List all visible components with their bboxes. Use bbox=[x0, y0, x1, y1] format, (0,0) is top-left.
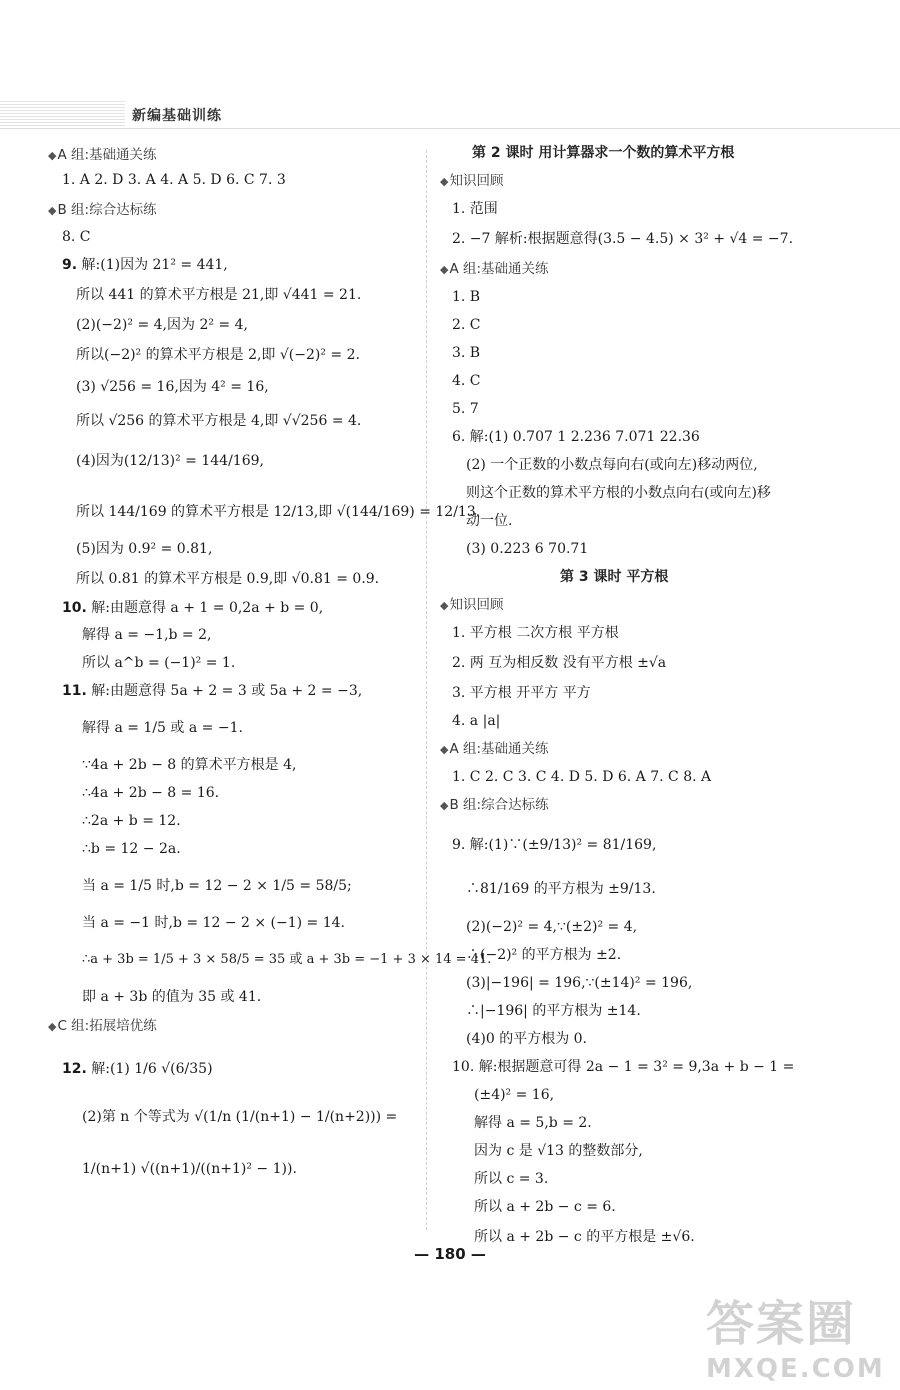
r-answer: 所以 a + 2b − c = 6. bbox=[474, 1199, 616, 1215]
q9-line: (3) √256 = 16,因为 4² = 16, bbox=[76, 379, 269, 395]
section-label: 知识回顾 bbox=[449, 173, 504, 189]
r-answer: 因为 c 是 √13 的整数部分, bbox=[474, 1143, 643, 1159]
r-answer: 1. 平方根 二次方根 平方根 bbox=[452, 625, 619, 641]
q9-line: 所以 √256 的算术平方根是 4,即 √√256 = 4. bbox=[76, 413, 362, 429]
r-answer: 2. C bbox=[452, 317, 481, 333]
q11-line: ∴a + 3b = 1/5 + 3 × 58/5 = 35 或 a + 3b = −1 + 3 × 14 = 41. bbox=[82, 952, 492, 967]
section-heading-review bbox=[440, 596, 503, 615]
q9-line: (4)因为(12/13)² = 144/169, bbox=[76, 453, 264, 469]
r-answer: 则这个正数的算术平方根的小数点向右(或向左)移 bbox=[466, 485, 771, 501]
diamond-icon: ◆ bbox=[440, 743, 449, 756]
section-label: B 组:综合达标练 bbox=[449, 797, 549, 813]
q11-line: 解得 a = 1/5 或 a = −1. bbox=[82, 720, 243, 736]
section-label: A 组:基础通关练 bbox=[57, 147, 157, 163]
watermark-url: MXQE.COM bbox=[706, 1354, 885, 1384]
section-heading-b3 bbox=[440, 796, 549, 815]
q11-line: ∵4a + 2b − 8 的算术平方根是 4, bbox=[82, 757, 297, 773]
section-label: C 组:拓展培优练 bbox=[57, 1018, 157, 1034]
q11-line: 即 a + 3b 的值为 35 或 41. bbox=[82, 989, 262, 1005]
answers-group-a: 1. A 2. D 3. A 4. A 5. D 6. C 7. 3 bbox=[62, 172, 286, 188]
q11-line: ∴4a + 2b − 8 = 16. bbox=[82, 785, 220, 801]
q11-text: 解:由题意得 5a + 2 = 3 或 5a + 2 = −3, bbox=[91, 683, 363, 699]
q11-line: 当 a = 1/5 时,b = 12 − 2 × 1/5 = 58/5; bbox=[82, 878, 352, 894]
diamond-icon: ◆ bbox=[440, 799, 449, 812]
r-answer: (3)|−196| = 196,∵(±14)² = 196, bbox=[466, 975, 693, 991]
section-label: 知识回顾 bbox=[449, 597, 504, 613]
section-label: A 组:基础通关练 bbox=[449, 261, 549, 277]
q10-text: 解:由题意得 a + 1 = 0,2a + b = 0, bbox=[91, 600, 324, 616]
answer-8: 8. C bbox=[62, 229, 91, 245]
lesson-3-title: 第 3 课时 平方根 bbox=[560, 569, 669, 585]
r-answer: 5. 7 bbox=[452, 401, 479, 417]
section-label: A 组:基础通关练 bbox=[449, 741, 549, 757]
column-divider bbox=[426, 150, 427, 1230]
r-answer: 所以 a + 2b − c 的平方根是 ±√6. bbox=[474, 1229, 695, 1245]
section-heading-a2 bbox=[440, 260, 549, 279]
q10-line: 10. 解:由题意得 a + 1 = 0,2a + b = 0, bbox=[62, 600, 324, 616]
r-answer: (3) 0.223 6 70.71 bbox=[466, 541, 589, 557]
section-heading-review bbox=[440, 172, 503, 191]
r-answer: 解得 a = 5,b = 2. bbox=[474, 1115, 592, 1131]
q12-line: 12. 解:(1) 1/6 √(6/35) bbox=[62, 1061, 213, 1077]
r-answer: 1. C 2. C 3. C 4. D 5. D 6. A 7. C 8. A bbox=[452, 769, 712, 785]
r-answer: 1. 范围 bbox=[452, 201, 498, 217]
q12-line: 1/(n+1) √((n+1)/((n+1)² − 1)). bbox=[82, 1161, 297, 1177]
diamond-icon: ◆ bbox=[440, 175, 449, 188]
diamond-icon: ◆ bbox=[48, 149, 57, 162]
q10-line: 所以 a^b = (−1)² = 1. bbox=[82, 655, 236, 671]
q12-line: (2)第 n 个等式为 √(1/n (1/(n+1) − 1/(n+2))) = bbox=[82, 1109, 398, 1125]
r-answer: 3. B bbox=[452, 345, 481, 361]
r-answer: ∴|−196| 的平方根为 ±14. bbox=[466, 1003, 641, 1019]
r-answer: ∴(−2)² 的平方根为 ±2. bbox=[466, 947, 622, 963]
diamond-icon: ◆ bbox=[48, 204, 57, 217]
q9-line: (5)因为 0.9² = 0.81, bbox=[76, 541, 213, 557]
r-answer: (2) 一个正数的小数点每向右(或向左)移动两位, bbox=[466, 457, 758, 473]
q11-line: ∴b = 12 − 2a. bbox=[82, 841, 181, 857]
q9-line: 所以 0.81 的算术平方根是 0.9,即 √0.81 = 0.9. bbox=[76, 571, 380, 587]
q9-line: 所以 144/169 的算术平方根是 12/13,即 √(144/169) = 12/13. bbox=[76, 504, 481, 520]
q11-line: 当 a = −1 时,b = 12 − 2 × (−1) = 14. bbox=[82, 915, 345, 931]
section-label: B 组:综合达标练 bbox=[57, 202, 157, 218]
r-answer: 9. 解:(1)∵(±9/13)² = 81/169, bbox=[452, 837, 657, 853]
q11-line: ∴2a + b = 12. bbox=[82, 813, 181, 829]
lesson-2-title: 第 2 课时 用计算器求一个数的算术平方根 bbox=[472, 145, 735, 161]
r-answer: 4. C bbox=[452, 373, 481, 389]
r-answer: 2. −7 解析:根据题意得(3.5 − 4.5) × 3² + √4 = −7. bbox=[452, 231, 794, 247]
section-heading-a3 bbox=[440, 740, 549, 759]
watermark-text: 答案圈 bbox=[706, 1296, 857, 1352]
section-heading-a bbox=[48, 146, 157, 165]
section-heading-b bbox=[48, 201, 157, 220]
r-answer: 6. 解:(1) 0.707 1 2.236 7.071 22.36 bbox=[452, 429, 700, 445]
r-answer: 所以 c = 3. bbox=[474, 1171, 549, 1187]
page-number: — 180 — bbox=[414, 1245, 486, 1263]
q10-line: 解得 a = −1,b = 2, bbox=[82, 627, 212, 643]
q9-line: 9. 解:(1)因为 21² = 441, bbox=[62, 257, 228, 273]
q9-line: (2)(−2)² = 4,因为 2² = 4, bbox=[76, 317, 248, 333]
header-decoration-bar bbox=[0, 100, 125, 126]
r-answer: 1. B bbox=[452, 289, 481, 305]
r-answer: 3. 平方根 开平方 平方 bbox=[452, 685, 591, 701]
q12-text: 解:(1) 1/6 √(6/35) bbox=[91, 1061, 213, 1077]
r-answer: ∴81/169 的平方根为 ±9/13. bbox=[466, 881, 656, 897]
section-heading-c bbox=[48, 1017, 157, 1036]
r-answer: (±4)² = 16, bbox=[474, 1087, 555, 1103]
r-answer: (4)0 的平方根为 0. bbox=[466, 1031, 587, 1047]
diamond-icon: ◆ bbox=[440, 599, 449, 612]
r-answer: 10. 解:根据题意可得 2a − 1 = 3² = 9,3a + b − 1 = bbox=[452, 1059, 795, 1075]
r-answer: 4. a |a| bbox=[452, 713, 501, 729]
header-rule bbox=[0, 128, 900, 129]
r-answer: 2. 两 互为相反数 没有平方根 ±√a bbox=[452, 655, 667, 671]
q11-line: 11. 解:由题意得 5a + 2 = 3 或 5a + 2 = −3, bbox=[62, 683, 363, 699]
diamond-icon: ◆ bbox=[440, 263, 449, 276]
header-title: 新编基础训练 bbox=[132, 108, 222, 124]
q9-line: 所以 441 的算术平方根是 21,即 √441 = 21. bbox=[76, 287, 362, 303]
r-answer: 动一位. bbox=[466, 513, 513, 529]
r-answer: (2)(−2)² = 4,∵(±2)² = 4, bbox=[466, 919, 638, 935]
watermark-logo bbox=[706, 1285, 886, 1384]
diamond-icon: ◆ bbox=[48, 1020, 57, 1033]
q9-text: 解:(1)因为 21² = 441, bbox=[81, 257, 228, 273]
q9-line: 所以(−2)² 的算术平方根是 2,即 √(−2)² = 2. bbox=[76, 347, 360, 363]
